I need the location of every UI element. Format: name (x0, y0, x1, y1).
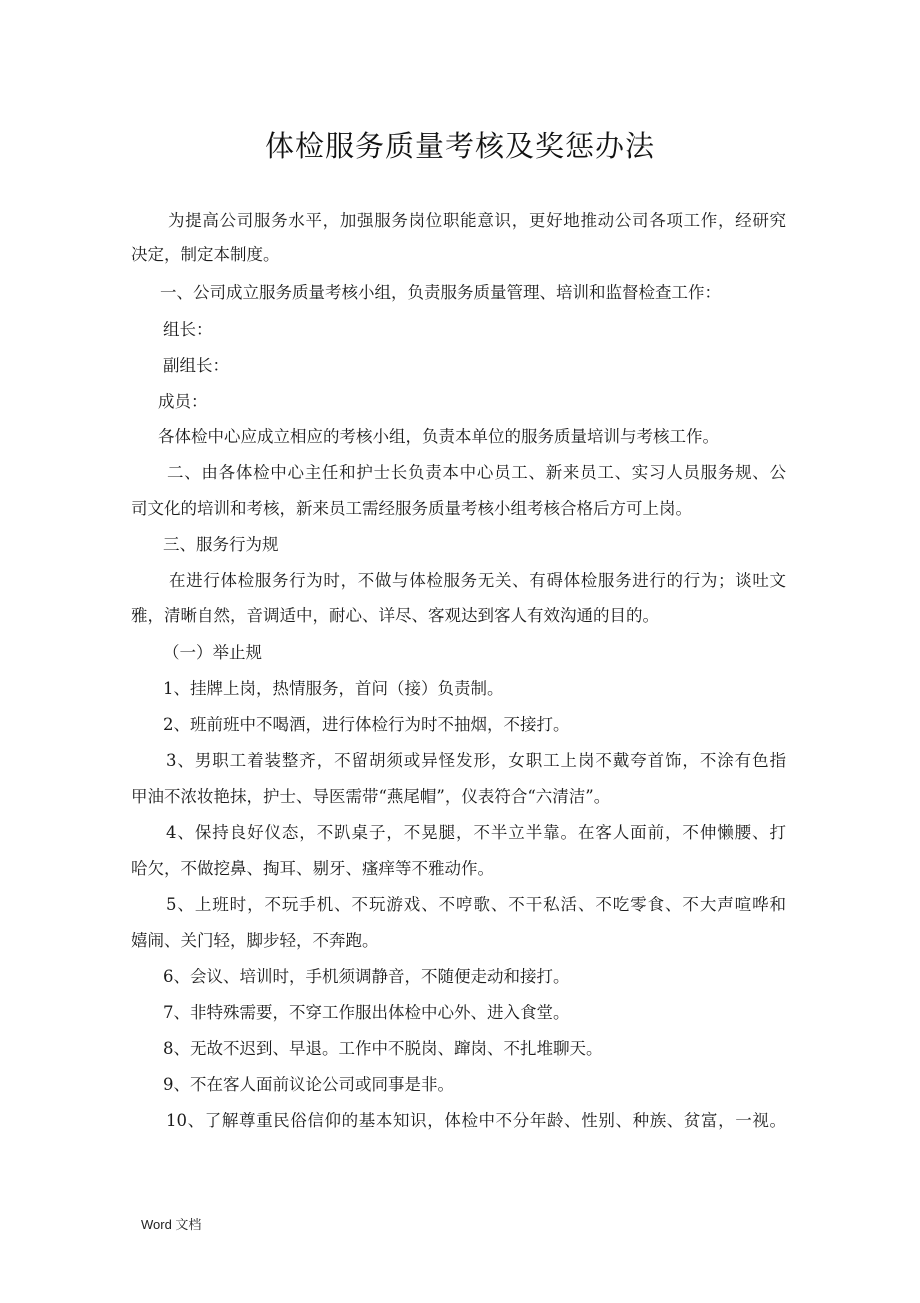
section-2-line-2: 司文化的培训和考核，新来员工需经服务质量考核小组考核合格后方可上岗。 (131, 499, 692, 518)
rule-item-5-line-1: 5、上班时，不玩手机、不玩游戏、不哼歌、不干私活、不吃零食、不大声喧哗和 (166, 895, 786, 914)
rule-item-9: 9、不在客人面前议论公司或同事是非。 (163, 1075, 454, 1094)
rule-item-1: 1、挂牌上岗，热情服务，首问（接）负责制。 (163, 679, 504, 698)
members-label: 成员： (158, 392, 208, 411)
rule-item-6: 6、会议、培训时，手机须调静音，不随便走动和接打。 (163, 967, 570, 986)
paragraph-intro-line-1: 为提高公司服务水平，加强服务岗位职能意识，更好地推动公司各项工作，经研究 (168, 211, 786, 230)
paragraph-intro-line-2: 决定，制定本制度。 (131, 245, 280, 264)
section-3-intro-line-2: 雅，清晰自然，音调适中，耐心、详尽、客观达到客人有效沟通的目的。 (131, 606, 659, 625)
footer-label: Word 文档 (141, 1217, 202, 1232)
rule-item-5-line-2: 嬉闹、关门轻，脚步轻，不奔跑。 (131, 931, 379, 950)
rule-item-3-line-1: 3、男职工着装整齐，不留胡须或异怪发形，女职工上岗不戴夸首饰，不涂有色指 (166, 751, 786, 770)
section-1-note: 各体检中心应成立相应的考核小组，负责本单位的服务质量培训与考核工作。 (158, 427, 719, 446)
rule-item-4-line-2: 哈欠，不做挖鼻、掏耳、剔牙、瘙痒等不雅动作。 (131, 859, 494, 878)
rule-item-2: 2、班前班中不喝酒，进行体检行为时不抽烟，不接打。 (163, 715, 570, 734)
subsection-1-heading: （一）举止规 (163, 643, 262, 662)
section-3-intro-line-1: 在进行体检服务行为时，不做与体检服务无关、有碍体检服务进行的行为；谈吐文 (169, 571, 786, 590)
section-1-heading: 一、公司成立服务质量考核小组，负责服务质量管理、培训和监督检查工作： (160, 283, 721, 302)
group-leader-label: 组长： (163, 320, 213, 339)
rule-item-3-line-2: 甲油不浓妆艳抹，护士、导医需带“燕尾帽”，仪表符合“六清洁”。 (131, 787, 611, 806)
section-2-line-1: 二、由各体检中心主任和护士长负责本中心员工、新来员工、实习人员服务规、公 (167, 463, 786, 482)
rule-item-7: 7、非特殊需要，不穿工作服出体检中心外、进入食堂。 (163, 1003, 570, 1022)
rule-item-4-line-1: 4、保持良好仪态，不趴桌子，不晃腿，不半立半靠。在客人面前，不伸懒腰、打 (166, 823, 786, 842)
rule-item-10: 10、了解尊重民俗信仰的基本知识，体检中不分年龄、性别、种族、贫富，一视。 (166, 1111, 786, 1130)
deputy-leader-label: 副组长： (163, 356, 229, 375)
rule-item-8: 8、无故不迟到、早退。工作中不脱岗、蹿岗、不扎堆聊天。 (163, 1039, 603, 1058)
section-3-heading: 三、服务行为规 (163, 535, 279, 554)
document-title: 体检服务质量考核及奖惩办法 (264, 129, 655, 163)
